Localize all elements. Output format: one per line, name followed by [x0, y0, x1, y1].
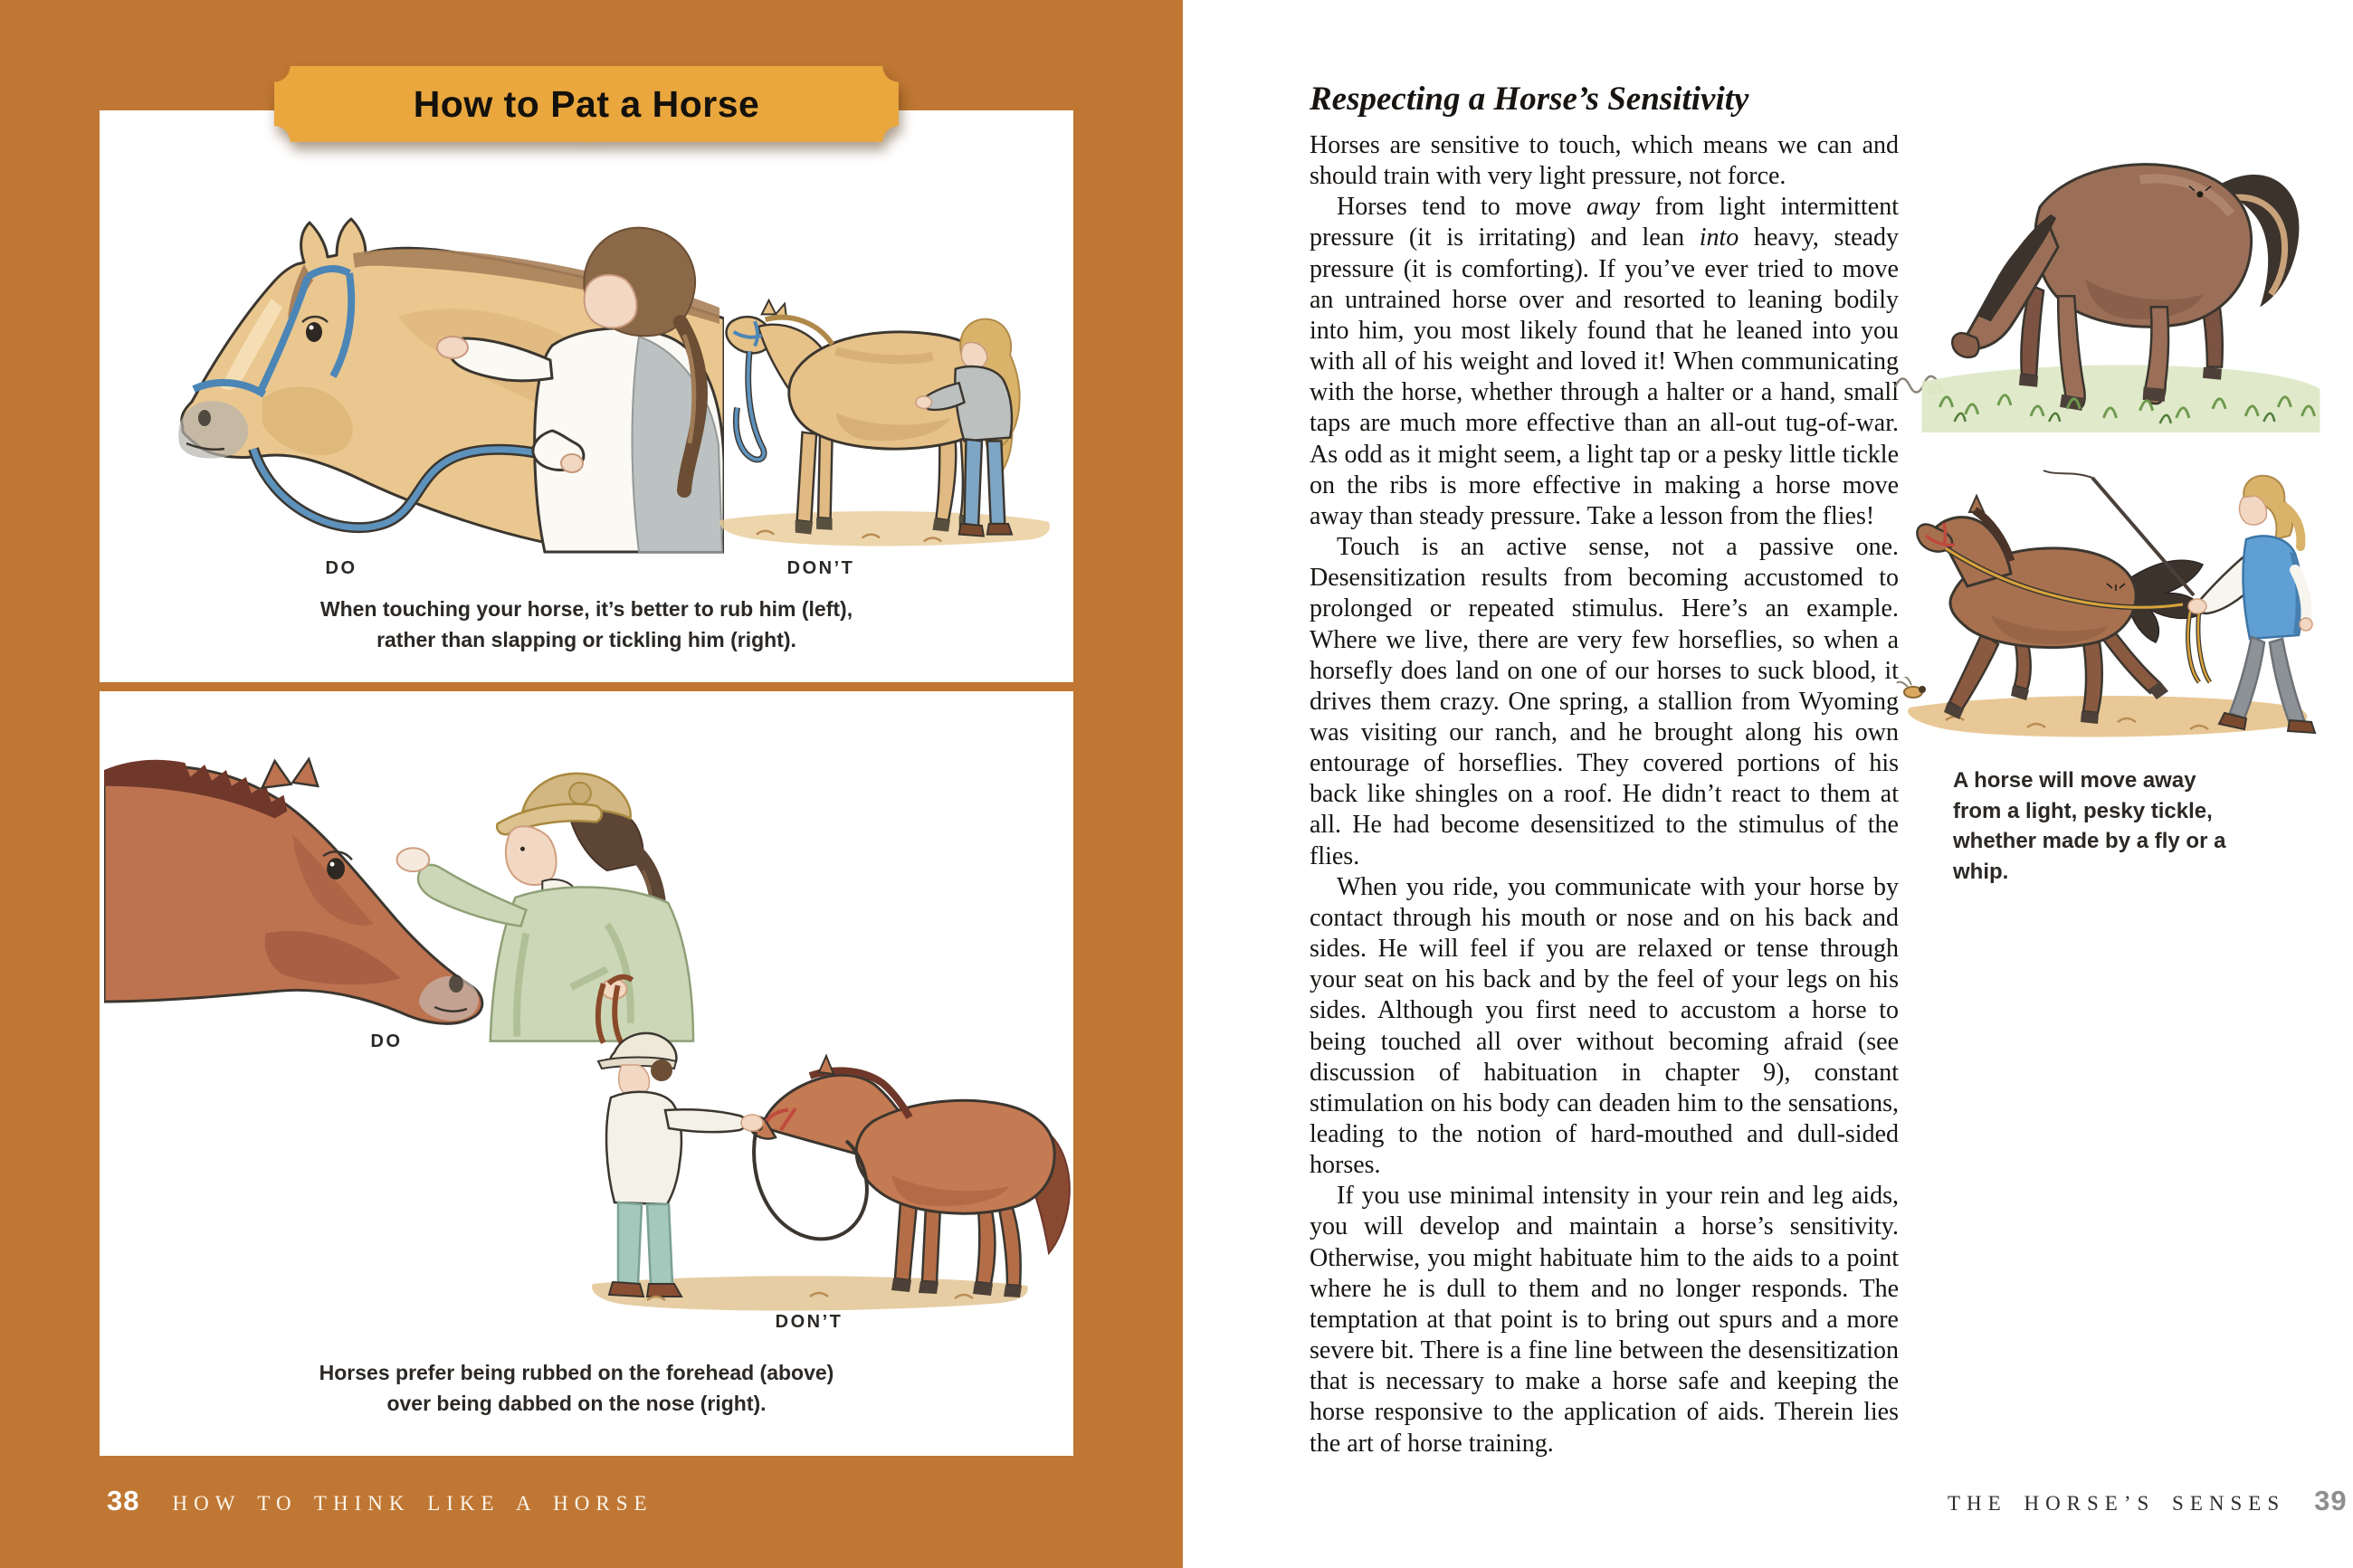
panel1-caption-line1: When touching your horse, it’s better to rub him (left), [319, 597, 853, 621]
lunging-drawing [1891, 452, 2335, 755]
left-running-head: HOW TO THINK LIKE A HORSE [172, 1492, 653, 1515]
illustration-dab-nose-dont [538, 1012, 1072, 1312]
right-page-number: 39 [2314, 1485, 2348, 1516]
paragraph-2-text: heavy, steady pressure (it is comforting). If you’ve ever tried to move an untrained horse over and resorted to leaning bodily into him, you most likely found that he leaned into you with all of his weight and loved it! When communicating with the horse, whether through a halter or a hand, small taps are much more effective than an all-out tug-of-war. As odd as it might seem, a light tap or a pesky little tickle on the ribs is more effective in making a horse move away than steady pressure. Take a lesson from the flies! [1310, 223, 1899, 530]
paragraph-2 [1310, 192, 1899, 532]
dont-label-panel1: DON’T [786, 558, 855, 578]
paragraph-2-text: Horses tend to move [1337, 193, 1586, 222]
panel1-caption [224, 594, 948, 655]
panel2-caption [214, 1357, 938, 1419]
body-text-column [1310, 80, 1899, 1459]
italic-away: away [1586, 193, 1641, 222]
dont-label-panel2: DON’T [775, 1312, 843, 1332]
walking-horse-drawing [1920, 62, 2323, 434]
paragraph-3 [1310, 532, 1899, 872]
paragraph-4 [1310, 872, 1899, 1182]
illustration-tickle-dont [699, 228, 1070, 554]
right-page-footer [1948, 1485, 2348, 1517]
paragraph-1-text: Horses are sensitive to touch, which means we can and should train with very light pressure, not force. [1310, 131, 1899, 191]
paragraph-4-text: When you ride, you communicate with your horse by contact through his mouth or nose and on his back and sides. He will feel if you are relaxed or tense through your seat on his back and by the feel of your legs on his sides. Although you first need to accustom a horse to being touched all over without becoming afraid (see discussion of habituation in chapter 9), constant stimulation on his body can deaden him to the sensations, leading to the notion of hard-mouthed and dull-sided horses. [1310, 872, 1899, 1180]
standing-horse-drawing [699, 228, 1070, 554]
forehead-rub-drawing [104, 717, 697, 1047]
right-running-head: THE HORSE’S SENSES [1948, 1492, 2286, 1515]
left-page-footer [107, 1485, 653, 1517]
panel2-caption-line2: over being dabbed on the nose (right). [386, 1392, 767, 1415]
illustration-lunging-horse [1891, 452, 2335, 755]
paragraph-3-text: Touch is an active sense, not a passive one. Desensitization results from becoming accustomed to prolonged or repeated stimulus. Here’s an example. Where we live, there are very few horseflies, so when a horsefly does land on one of our horses to suck blood, it drives them crazy. One spring, a stallion from Wyoming was visiting our ranch, and he brought along his own entourage of horseflies. They covered portions of his back like shingles on a roof. He didn’t react to them at all. He had become desensitized to the stimulus of the flies. [1310, 533, 1899, 870]
section-banner [274, 66, 899, 142]
horse-neck-rub-drawing [127, 145, 724, 554]
paragraph-5 [1310, 1181, 1899, 1459]
paragraph-5-text: If you use minimal intensity in your rein and leg aids, you will develop and maintain a horse’s sensitivity. Otherwise, you might habituate him to the aids to a point where he is dull to them and no longer responds. The temptation at that point is to bring out spurs and a more severe bit. There is a fine line between the desensitization that is necessary to make a horse safe and keeping the horse responsive to the application of aids. Therein lies the art of horse training. [1310, 1182, 1899, 1458]
do-label-panel1: DO [325, 558, 357, 578]
do-label-panel2: DO [370, 1031, 403, 1051]
illustration-rub-forehead-do [104, 717, 697, 1047]
section-heading: Respecting a Horse’s Sensitivity [1310, 81, 1749, 118]
paragraph-1 [1310, 130, 1899, 192]
panel2-caption-line1: Horses prefer being rubbed on the forehead (above) [319, 1361, 834, 1384]
illustration-horse-walking-away [1920, 62, 2323, 434]
illustration-rub-neck-do [127, 145, 724, 554]
paragraph-2-text: from light intermittent pressure (it is irritating) and lean [1310, 193, 1899, 252]
italic-into: into [1699, 223, 1739, 252]
nose-dab-drawing [538, 1012, 1072, 1312]
section-title: How to Pat a Horse [413, 82, 760, 125]
panel-divider [100, 682, 1073, 691]
right-illustration-caption: A horse will move away from a light, pesky tickle, whether made by a fly or a whip. [1953, 768, 2226, 884]
left-page-number: 38 [107, 1485, 140, 1516]
panel1-caption-line2: rather than slapping or tickling him (right). [376, 628, 796, 651]
section-banner-plate [274, 66, 899, 142]
